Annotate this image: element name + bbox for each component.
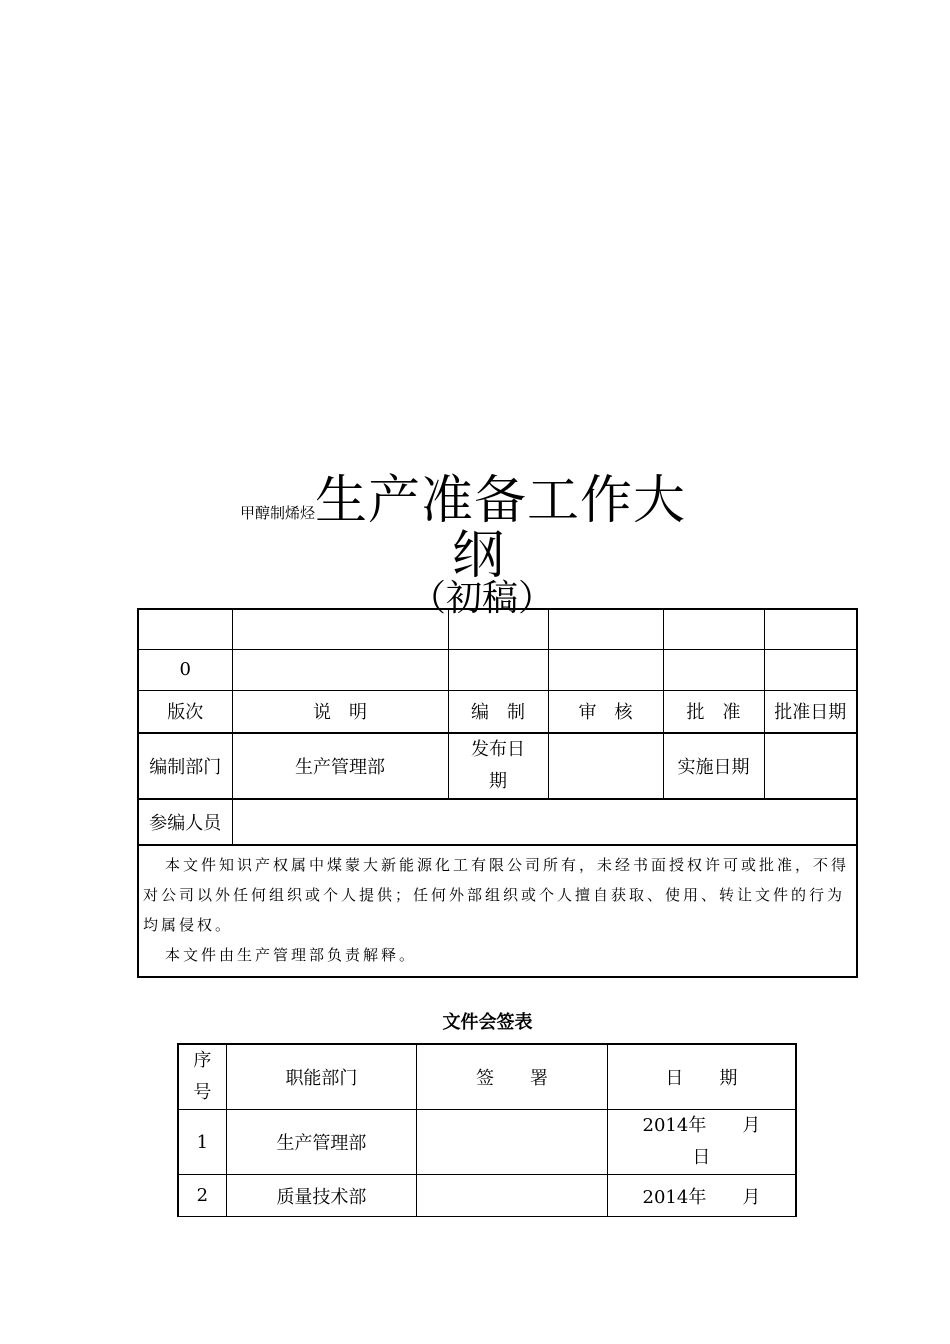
notice-paragraph-2: 本文件由生产管理部负责解释。: [165, 946, 418, 964]
notice-row: [138, 845, 857, 977]
title-prefix: 甲醇制烯烃: [240, 504, 316, 522]
dept-cell: 质量技术部: [226, 1175, 417, 1217]
cell: [448, 609, 548, 649]
header-compile: 编 制: [448, 690, 548, 733]
date-cell-line-2: 日: [692, 1147, 711, 1168]
compile-dept-value: 生产管理部: [232, 733, 448, 799]
header-signature: 签 署: [417, 1044, 608, 1110]
participants-value: [232, 799, 857, 845]
header-dept: 职能部门: [226, 1044, 417, 1110]
header-seq: [178, 1044, 226, 1110]
version-value: 0: [138, 649, 232, 690]
header-description: 说 明: [232, 690, 448, 733]
header-review: 审 核: [548, 690, 663, 733]
participants-label: 参编人员: [138, 799, 232, 845]
header-version: 版次: [138, 690, 232, 733]
participants-row: [138, 799, 857, 845]
header-seq-1: 序: [193, 1050, 212, 1071]
cell: [548, 649, 663, 690]
cell: [138, 609, 232, 649]
notice-cell: [138, 845, 857, 977]
sign-table: [177, 1043, 797, 1217]
revision-table: [137, 608, 858, 978]
signature-cell: [417, 1110, 608, 1175]
seq-cell: 1: [178, 1110, 226, 1175]
revision-header-row: [138, 690, 857, 733]
date-cell: 2014年 月: [607, 1175, 796, 1217]
sign-table-title: 文件会签表: [442, 1012, 533, 1033]
publish-date-value: [548, 733, 663, 799]
cell: [548, 609, 663, 649]
header-approve-date: 批准日期: [764, 690, 857, 733]
date-cell: [607, 1110, 796, 1175]
cell: [663, 649, 764, 690]
seq-cell: 2: [178, 1175, 226, 1217]
table-row: [178, 1110, 796, 1175]
dept-row: [138, 733, 857, 799]
publish-date-label-2: 期: [489, 771, 507, 792]
sign-header-row: [178, 1044, 796, 1110]
effective-date-value: [764, 733, 857, 799]
cell: [448, 649, 548, 690]
title-draft: （初稿）: [410, 578, 555, 619]
header-date: 日 期: [607, 1044, 796, 1110]
dept-cell: 生产管理部: [226, 1110, 417, 1175]
title-main-line-2: 纲: [452, 526, 505, 586]
header-approve: 批 准: [663, 690, 764, 733]
effective-date-label: 实施日期: [663, 733, 764, 799]
title-main-line-1: 生产准备工作大: [315, 471, 687, 531]
publish-date-label-1: 发布日: [471, 739, 525, 760]
publish-date-label: [448, 733, 548, 799]
compile-dept-label: 编制部门: [138, 733, 232, 799]
cell: [764, 609, 857, 649]
date-cell-line-1: 2014年 月: [642, 1115, 761, 1136]
revision-row-0: [138, 649, 857, 690]
notice-paragraph-1: 本文件知识产权属中煤蒙大新能源化工有限公司所有，未经书面授权许可或批准，不得对公司以外任何组织或个人提供；任何外部组织或个人擅自获取、使用、转让文件的行为均属侵权。: [143, 856, 850, 934]
revision-row-empty: [138, 609, 857, 649]
signature-cell: [417, 1175, 608, 1217]
cell: [232, 649, 448, 690]
table-row: [178, 1175, 796, 1217]
cell: [764, 649, 857, 690]
cell: [663, 609, 764, 649]
cell: [232, 609, 448, 649]
header-seq-2: 号: [193, 1082, 212, 1103]
